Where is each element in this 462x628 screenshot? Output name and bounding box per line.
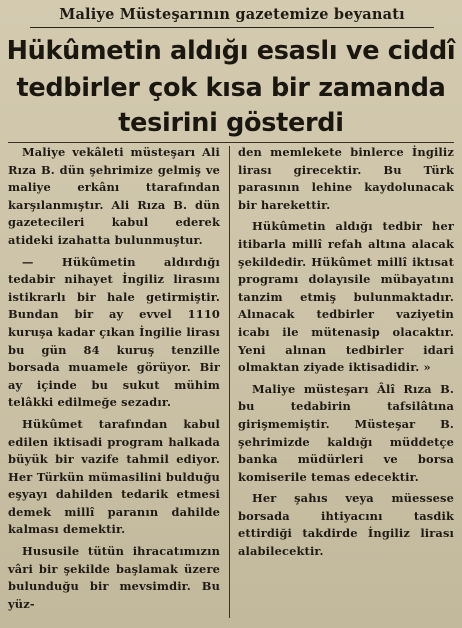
column-divider bbox=[229, 146, 230, 618]
article-column-left bbox=[8, 144, 220, 622]
paragraph: Maliye vekâleti müsteşarı Ali Rıza B. dün şehrimize gelmiş ve maliye erkânı ttarafından karşılanmıştır. Ali Rıza B. dün gazetecileri kabul ederek atideki izahatta bulunmuştur. bbox=[8, 145, 220, 247]
headline-line-2: tedbirler çok kısa bir zamanda bbox=[16, 73, 446, 103]
paragraph: den memlekete binlerce İngiliz lirası girecektir. Bu Türk parasının lehine kaydolunacak bir harekettir. bbox=[238, 145, 454, 212]
section-kicker: Maliye Müsteşarının gazetemize beyanatı bbox=[30, 3, 434, 28]
paragraph: Maliye müsteşarı Âlî Rıza B. bu tedabirin tafsilâtına girişmemiştir. Müsteşar B. şehrimizde kaldığı müddetçe banka müdürleri ve borsa komiserile temas edecektir. bbox=[238, 381, 454, 484]
paragraph: — Hükûmetin aldırdığı tedabir nihayet İngiliz lirasını istikrarlı bir hale getirmiştir. Bundan bir ay evvel 1110 kuruşa kadar çıkan İngilie lirası bu gün 84 kuruş tenzille borsada muamele görüyor. Bir ay içinde bu sukut mühim telâkki edilmeğe sezadır. bbox=[8, 254, 220, 410]
paragraph: Hükûmet tarafından kabul edilen iktisadi program halkada büyük bir vazife tahmil ediyor. Her Türkün mümasilini bulduğu eşyayı dahilden tedarik etmesi demek millî paranın dahilde kalması demektir. bbox=[8, 416, 220, 537]
paragraph: Hükûmetin aldığı tedbir her itibarla millî refah altına alacak şekildedir. Hükûmet millî iktısat programı dolayısile mübayatını tanzim etmiş bulunmaktadır. Alınacak tedbirler vaziyetin icabı ile mütenasip olacaktır. Yeni alınan tedbirler idari olmaktan ziyade iktisadidir. » bbox=[238, 219, 454, 375]
headline-line-3: tesirini gösterdi bbox=[118, 108, 344, 138]
headline-line-1: Hükûmetin aldığı esaslı ve ciddî bbox=[6, 36, 456, 66]
paragraph: Hususile tütün ihracatımızın vâri bir şekilde başlamak üzere bulunduğu bir mevsimdir. Bu yüz- bbox=[8, 544, 220, 611]
paragraph: Her şahıs veya müessese borsada ihtiyacını tasdik ettirdiği takdirde İngiliz lirası alabilecektir. bbox=[238, 491, 454, 559]
headline-rule bbox=[8, 142, 454, 143]
article-column-right bbox=[238, 144, 454, 622]
